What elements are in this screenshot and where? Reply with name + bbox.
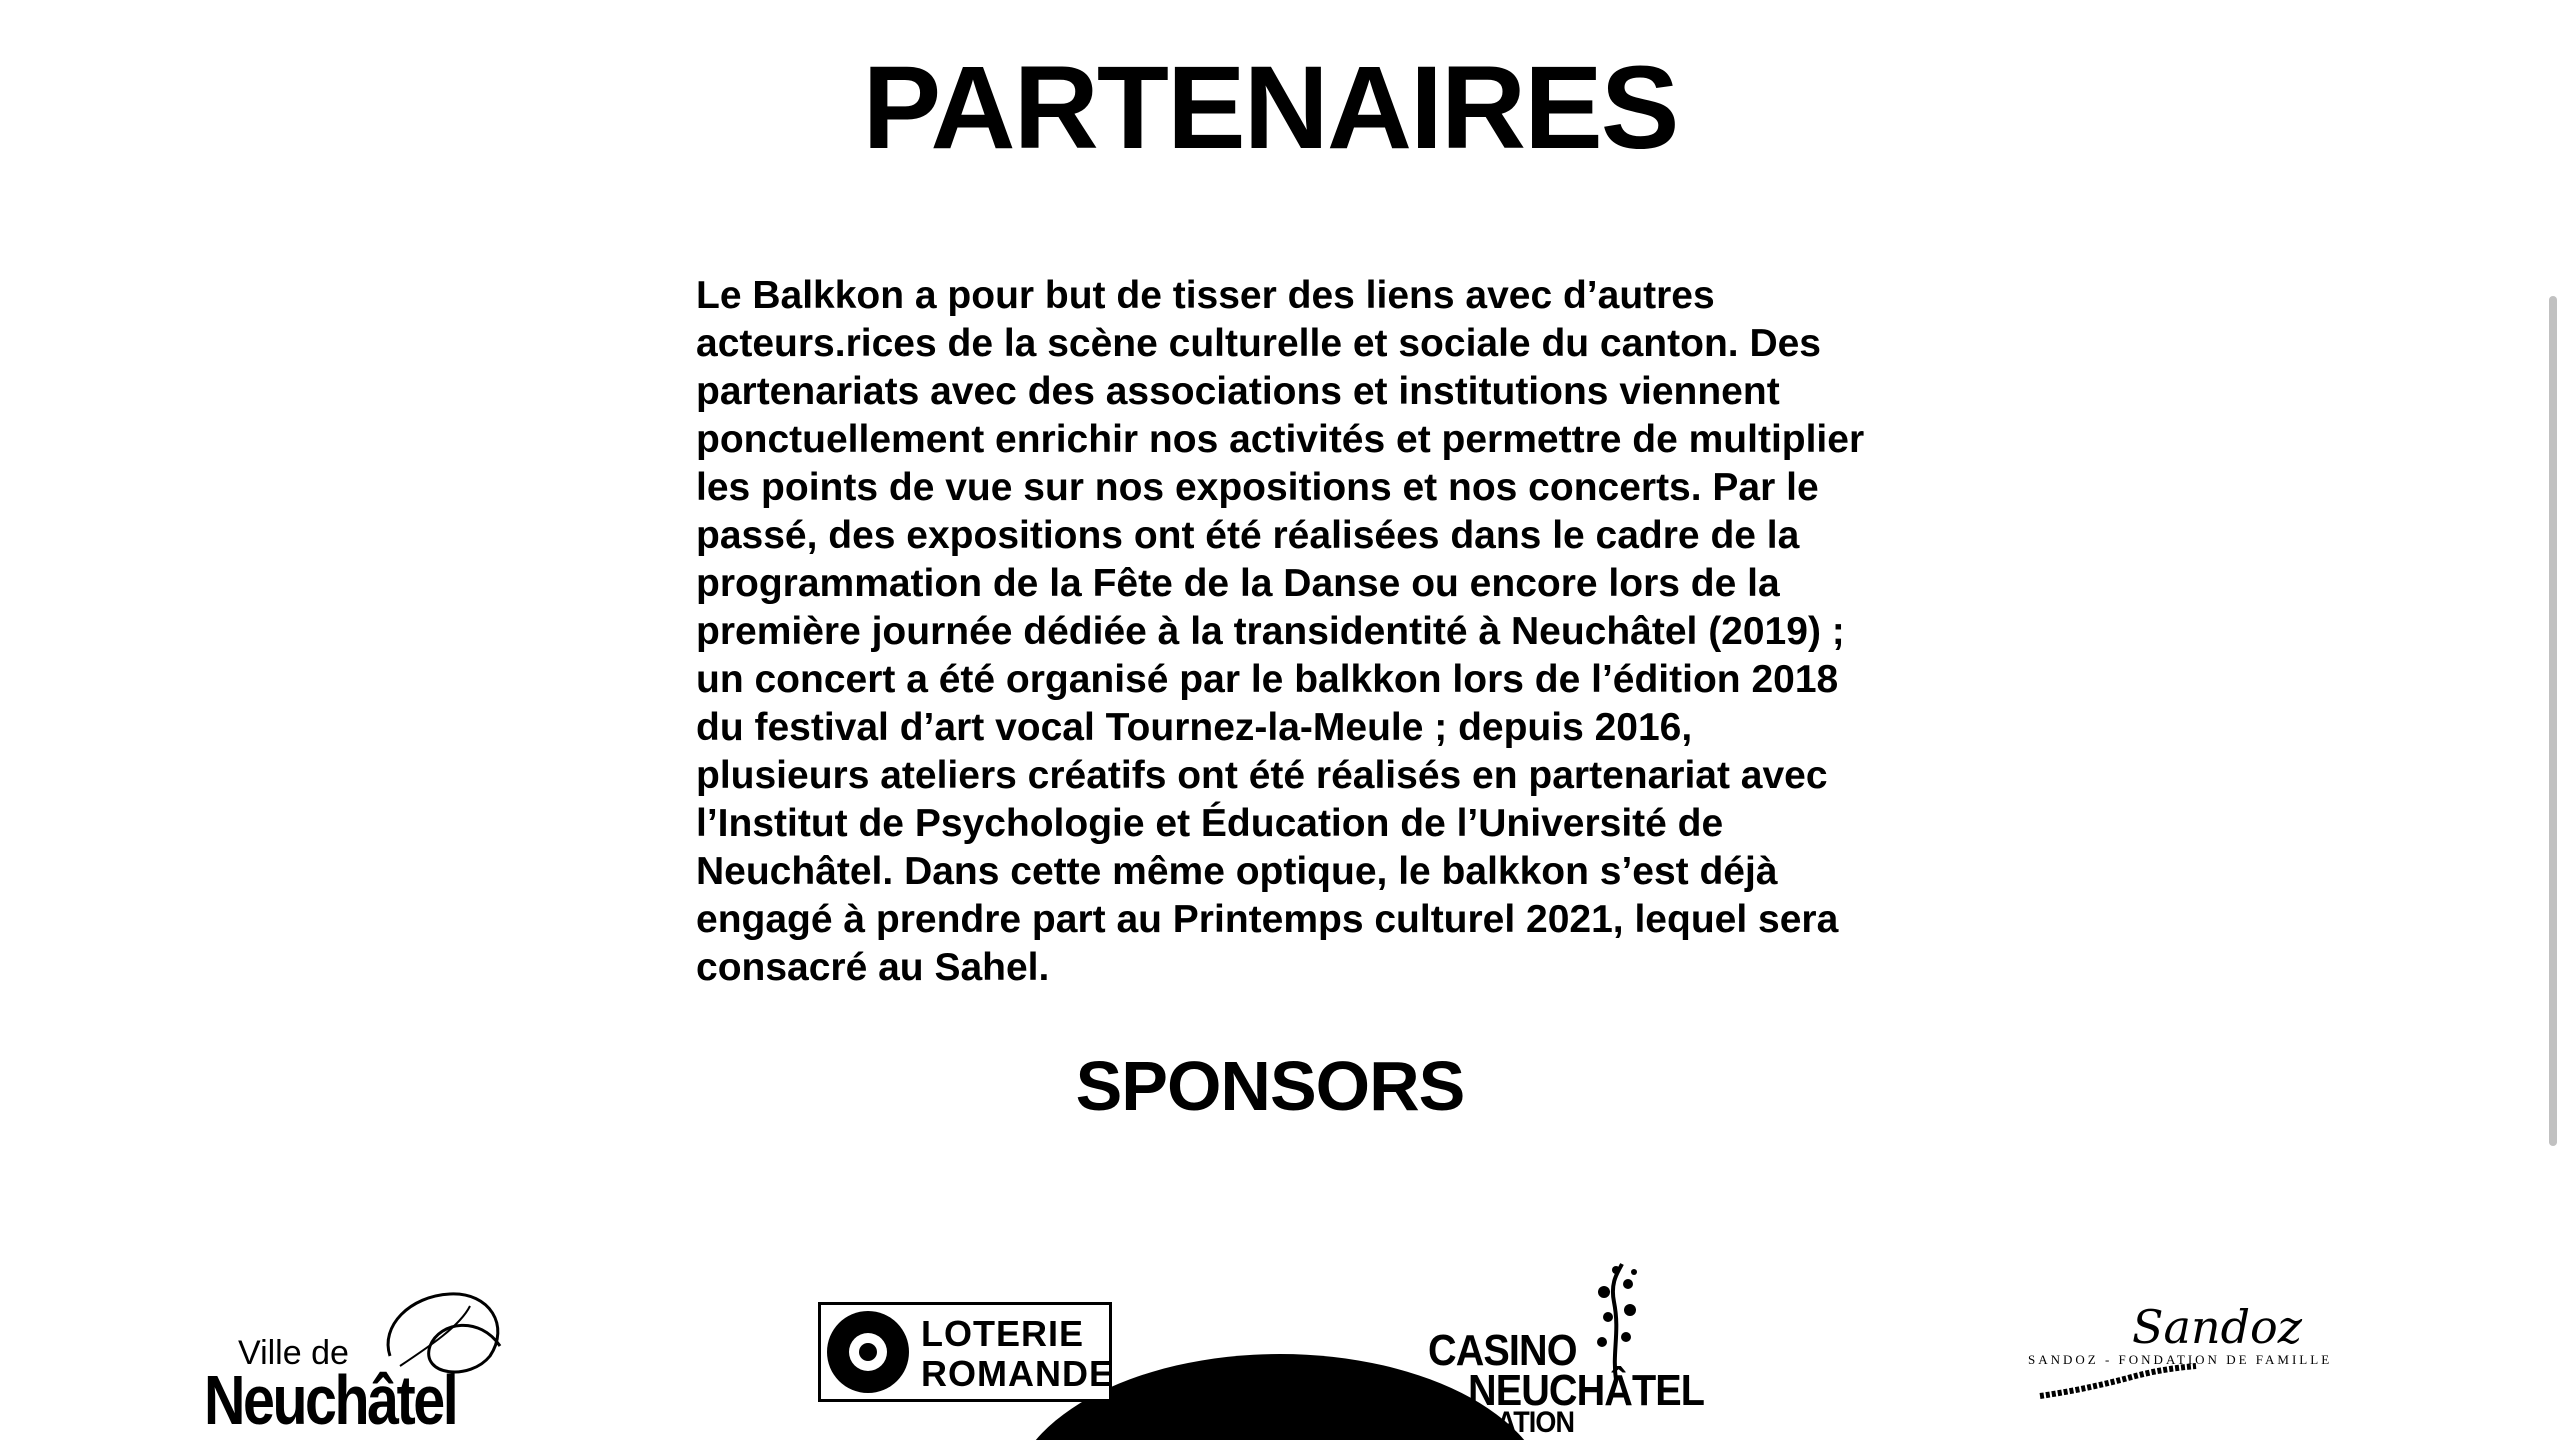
scrollbar-thumb[interactable] xyxy=(2549,296,2557,1146)
ville-logo-small-text: Ville de xyxy=(238,1334,349,1372)
sandoz-script-text: Sandoz xyxy=(2132,1300,2302,1354)
sponsors-title: SPONSORS xyxy=(1075,1047,1465,1125)
casino-line-1: CASINO xyxy=(1428,1326,1577,1375)
loterie-circle-icon xyxy=(827,1311,909,1393)
tree-icon xyxy=(1586,1262,1646,1382)
loterie-romande-logo[interactable] xyxy=(818,1302,1112,1402)
sandoz-fondation-logo[interactable] xyxy=(2026,1300,2356,1410)
loterie-line-2: ROMANDE xyxy=(921,1353,1114,1394)
partners-title: PARTENAIRES xyxy=(862,42,1678,174)
casino-neuchatel-logo[interactable] xyxy=(1426,1262,1736,1440)
ville-de-neuchatel-logo[interactable] xyxy=(200,1286,520,1439)
ribbon-icon xyxy=(2038,1356,2198,1402)
partners-description: Le Balkkon a pour but de tisser des liens avec d’autres acteurs.rices de la scène culturelle et sociale du canton. Des partenariats avec des associations et institutions viennent ponctuellement enrichir nos activités et permettre de multiplier les points de vue sur nos expositions et nos concerts. Par le passé, des expositions ont été réalisées dans le cadre de la programmation de la Fête de la Danse ou encore lors de la première journée dédiée à la transidentité à Neuchâtel (2019) ; un concert a été organisé par le balkkon lors de l’édition 2018 du festival d’art vocal Tournez-la-Meule ; depuis 2016, plusieurs ateliers créatifs ont été réalisés en partenariat avec l’Institut de Psychologie et Éducation de l’Université de Neuchâtel. Dans cette même optique, le balkkon s’est déjà engagé à prendre part au Printemps culturel 2021, lequel sera consacré au Sahel. xyxy=(696,274,1865,989)
loterie-line-1: LOTERIE xyxy=(921,1313,1085,1354)
scrollbar[interactable] xyxy=(2540,0,2560,1440)
casino-line-3: DATION xyxy=(1478,1406,1575,1439)
swirl-icon xyxy=(370,1286,520,1386)
casino-line-2: NEUCHÂTEL xyxy=(1468,1366,1705,1415)
ville-logo-big-text: Neuchâtel xyxy=(204,1361,457,1439)
sandoz-caption: SANDOZ - FONDATION DE FAMILLE xyxy=(2028,1352,2333,1367)
